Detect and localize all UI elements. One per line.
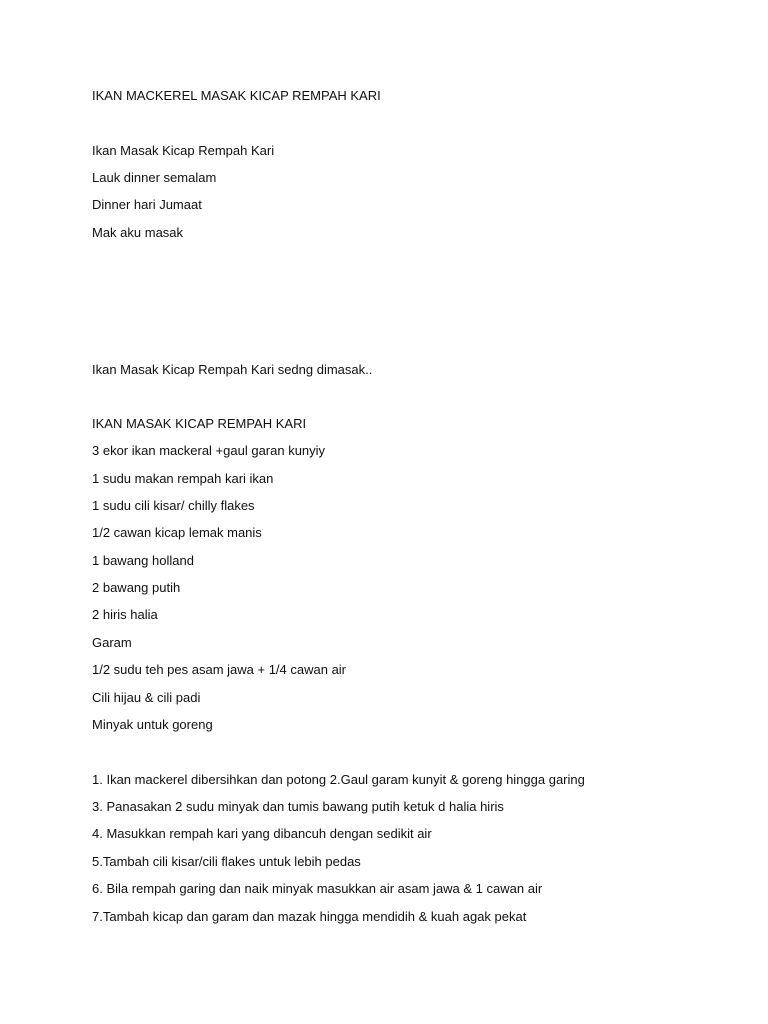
- intro-line: Ikan Masak Kicap Rempah Kari: [92, 143, 275, 158]
- ingredient-item: Garam: [92, 635, 132, 650]
- ingredient-item: 1 bawang holland: [92, 553, 194, 568]
- ingredient-item: 1/2 sudu teh pes asam jawa + 1/4 cawan air: [92, 662, 347, 677]
- ingredient-item: 1 sudu cili kisar/ chilly flakes: [92, 498, 255, 513]
- ingredient-item: 1 sudu makan rempah kari ikan: [92, 471, 274, 486]
- document-title: IKAN MACKEREL MASAK KICAP REMPAH KARI: [92, 88, 381, 103]
- step-item: 3. Panasakan 2 sudu minyak dan tumis bawang putih ketuk d halia hiris: [92, 799, 504, 814]
- ingredient-item: Cili hijau & cili padi: [92, 690, 201, 705]
- step-item: 6. Bila rempah garing dan naik minyak masukkan air asam jawa & 1 cawan air: [92, 881, 543, 896]
- intro-line: Mak aku masak: [92, 225, 184, 240]
- intro-line: Dinner hari Jumaat: [92, 197, 202, 212]
- step-item: 1. Ikan mackerel dibersihkan dan potong 2.Gaul garam kunyit & goreng hingga garing: [92, 772, 585, 787]
- ingredient-item: 3 ekor ikan mackeral +gaul garan kunyiy: [92, 443, 326, 458]
- intro-line: Lauk dinner semalam: [92, 170, 217, 185]
- step-item: 5.Tambah cili kisar/cili flakes untuk lebih pedas: [92, 854, 361, 869]
- caption-line: Ikan Masak Kicap Rempah Kari sedng dimasak..: [92, 362, 373, 377]
- recipe-title: IKAN MASAK KICAP REMPAH KARI: [92, 416, 307, 431]
- ingredient-item: Minyak untuk goreng: [92, 717, 213, 732]
- ingredient-item: 2 hiris halia: [92, 607, 158, 622]
- ingredient-item: 1/2 cawan kicap lemak manis: [92, 525, 262, 540]
- step-item: 7.Tambah kicap dan garam dan mazak hingga mendidih & kuah agak pekat: [92, 909, 527, 924]
- step-item: 4. Masukkan rempah kari yang dibancuh dengan sedikit air: [92, 826, 432, 841]
- ingredient-item: 2 bawang putih: [92, 580, 181, 595]
